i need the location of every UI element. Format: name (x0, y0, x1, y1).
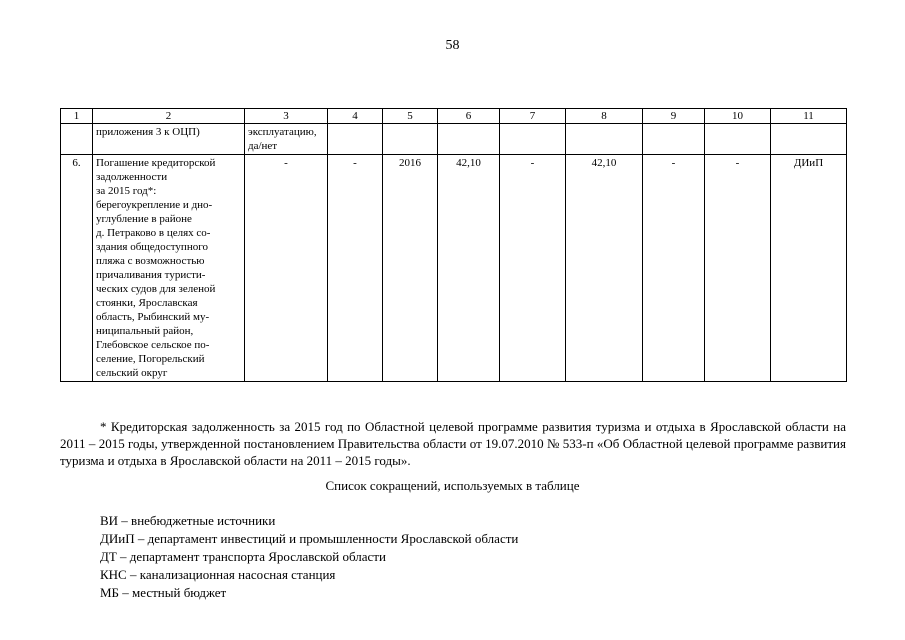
header-cell-11: 11 (771, 109, 847, 124)
cell (500, 124, 566, 155)
cell-col4: - (328, 155, 383, 382)
header-cell-1: 1 (61, 109, 93, 124)
cell (328, 124, 383, 155)
header-cell-4: 4 (328, 109, 383, 124)
description-line: ниципальный район, (96, 325, 194, 337)
header-cell-9: 9 (643, 109, 705, 124)
cell-col3: - (245, 155, 328, 382)
list-item: ВИ – внебюджетные источники (100, 513, 276, 528)
header-cell-2: 2 (93, 109, 245, 124)
description-line: д. Петраково в целях со- (96, 227, 211, 239)
description-line: берегоукрепление и дно- (96, 199, 213, 211)
list-item: МБ – местный бюджет (100, 585, 227, 600)
description-line: сельский округ (96, 367, 168, 379)
data-table (60, 108, 847, 382)
table-header-row (61, 109, 847, 124)
cell (438, 124, 500, 155)
cell (705, 124, 771, 155)
cell (566, 124, 643, 155)
cell: эксплуатацию, да/нет (245, 124, 328, 155)
footnote: * Кредиторская задолженность за 2015 год по Областной целевой программе развития туризма и отдыха в Ярославской области на 2011 – 2015 годы, утвержденной постановлением Правительства области от 19.07.2010 № 533-п «Об Областной целевой программе развития туризма и отдыха в Ярославской области на 2011 – 2015 годы». (60, 419, 846, 468)
description-line: здания общедоступного (96, 241, 208, 253)
description-line: Погашение кредиторской (96, 157, 216, 169)
cell-col5: 2016 (383, 155, 438, 382)
cell-col7: - (500, 155, 566, 382)
abbreviations-title: Список сокращений, используемых в таблице (325, 478, 580, 493)
description-line: стоянки, Ярославская (96, 297, 198, 309)
abbreviations-list (100, 512, 518, 602)
cell: приложения 3 к ОЦП) (93, 124, 245, 155)
cell-col9: - (643, 155, 705, 382)
cell-col6: 42,10 (438, 155, 500, 382)
table-row-continuation (61, 124, 847, 155)
header-cell-7: 7 (500, 109, 566, 124)
cell-col10: - (705, 155, 771, 382)
header-cell-3: 3 (245, 109, 328, 124)
description-line: Глебовское сельское по- (96, 339, 210, 351)
row-number: 6. (61, 155, 93, 382)
cell-col8: 42,10 (566, 155, 643, 382)
description-line: область, Рыбинский му- (96, 311, 210, 323)
list-item: КНС – канализационная насосная станция (100, 567, 336, 582)
list-item: ДТ – департамент транспорта Ярославской области (100, 549, 386, 564)
header-cell-10: 10 (705, 109, 771, 124)
description-line: причаливания туристи- (96, 269, 206, 281)
description-line: пляжа с возможностью (96, 255, 205, 267)
header-cell-6: 6 (438, 109, 500, 124)
description-line: селение, Погорельский (96, 353, 205, 365)
cell (771, 124, 847, 155)
description-line: углубление в районе (96, 213, 192, 225)
description-line: задолженности (96, 171, 168, 183)
cell (643, 124, 705, 155)
header-cell-5: 5 (383, 109, 438, 124)
description-line: за 2015 год*: (96, 185, 157, 197)
list-item: ДИиП – департамент инвестиций и промышленности Ярославской области (100, 531, 519, 546)
page-number: 58 (445, 38, 460, 53)
table-row-6 (61, 155, 847, 382)
cell-col11: ДИиП (771, 155, 847, 382)
description-line: ческих судов для зеленой (96, 283, 216, 295)
cell (383, 124, 438, 155)
header-cell-8: 8 (566, 109, 643, 124)
cell (61, 124, 93, 155)
row-description (93, 155, 245, 382)
